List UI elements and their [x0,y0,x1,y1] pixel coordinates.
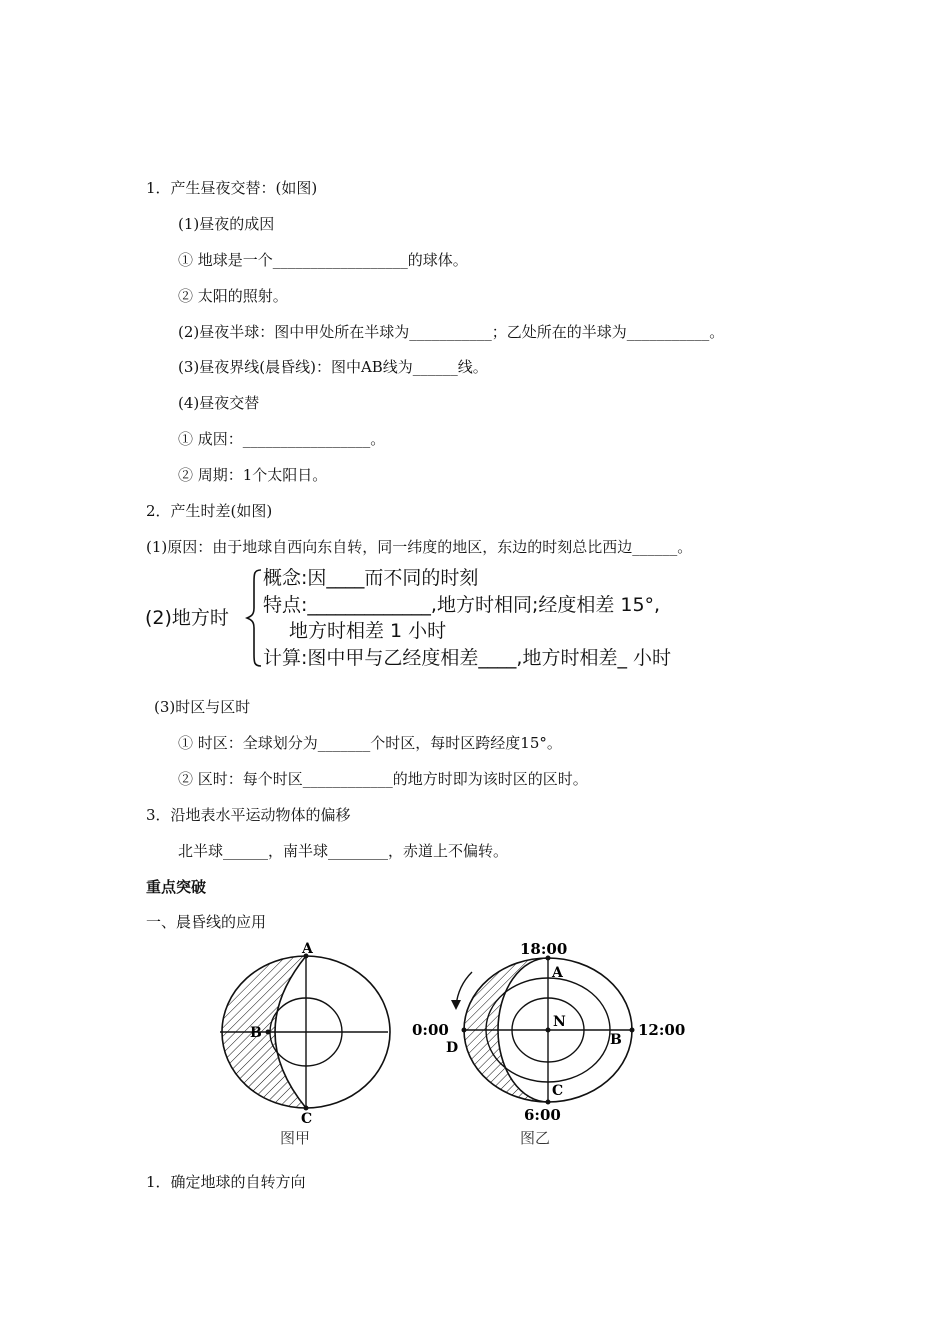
time-6: 6:00 [524,1106,561,1124]
alternation-period: ② 周期：1个太阳日。 [178,466,328,484]
terminator-question: (3)昼夜界线(晨昏线)：图中AB线为______线。 [178,358,488,376]
figure-b-label-b: B [610,1032,622,1048]
cause-1: ① 地球是一个__________________的球体。 [178,251,468,269]
figure-b-caption: 图乙 [520,1129,551,1147]
local-time-feature-1: 特点:_____________,地方时相同;经度相差 15°, [263,594,661,616]
figure-b-label-n: N [553,1014,566,1030]
cause-2: ② 太阳的照射。 [178,287,288,305]
cause-heading: (1)昼夜的成因 [178,215,275,233]
figures [200,940,720,1155]
section2-title: 2．产生时差(如图) [146,502,273,520]
figure-a-label-b: B [250,1025,262,1041]
local-time-feature-2: 地方时相差 1 小时 [289,620,447,642]
figure-a-label-a: A [302,941,313,957]
figure-a-label-c: C [301,1111,313,1127]
figure-b-label-d: D [446,1040,459,1056]
figure-b [412,940,685,1147]
hemisphere-question: (2)昼夜半球：图中甲处所在半球为___________；乙处所在的半球为___________。 [178,323,725,341]
zone-heading: (3)时区与区时 [154,698,251,716]
figure-a-caption: 图甲 [280,1129,311,1147]
key-points-heading: 重点突破 [146,878,207,896]
figure-a [220,941,390,1147]
time-18: 18:00 [520,940,568,958]
alternation-heading: (4)昼夜交替 [178,394,260,412]
time-12: 12:00 [638,1021,686,1039]
rotation-arrowhead [451,1000,461,1010]
zone-1: ① 时区：全球划分为_______个时区，每时区跨经度15°。 [178,734,562,752]
figure-b-label-a: A [552,965,563,981]
key-points-subheading: 一、晨昏线的应用 [146,913,267,931]
local-time-concept: 概念:因____而不同的时刻 [263,567,479,589]
local-time-block [145,566,785,670]
section1-title: 1．产生昼夜交替：(如图) [146,179,318,197]
section3-content: 北半球______，南半球________，赤道上不偏转。 [178,842,509,860]
time-0: 0:00 [412,1021,449,1039]
section3-title: 3．沿地表水平运动物体的偏移 [146,806,351,824]
zone-2: ② 区时：每个时区____________的地方时即为该时区的区时。 [178,770,588,788]
key-points-item-1: 1．确定地球的自转方向 [146,1173,306,1191]
time-difference-reason: (1)原因：由于地球自西向东自转，同一纬度的地区，东边的时刻总比西边______。 [146,538,693,556]
figure-b-label-c: C [552,1083,564,1099]
alternation-cause: ① 成因：_________________。 [178,430,386,448]
curly-brace [245,568,263,668]
local-time-calc: 计算:图中甲与乙经度相差____,地方时相差_ 小时 [263,647,671,669]
local-time-label: (2)地方时 [145,607,229,629]
